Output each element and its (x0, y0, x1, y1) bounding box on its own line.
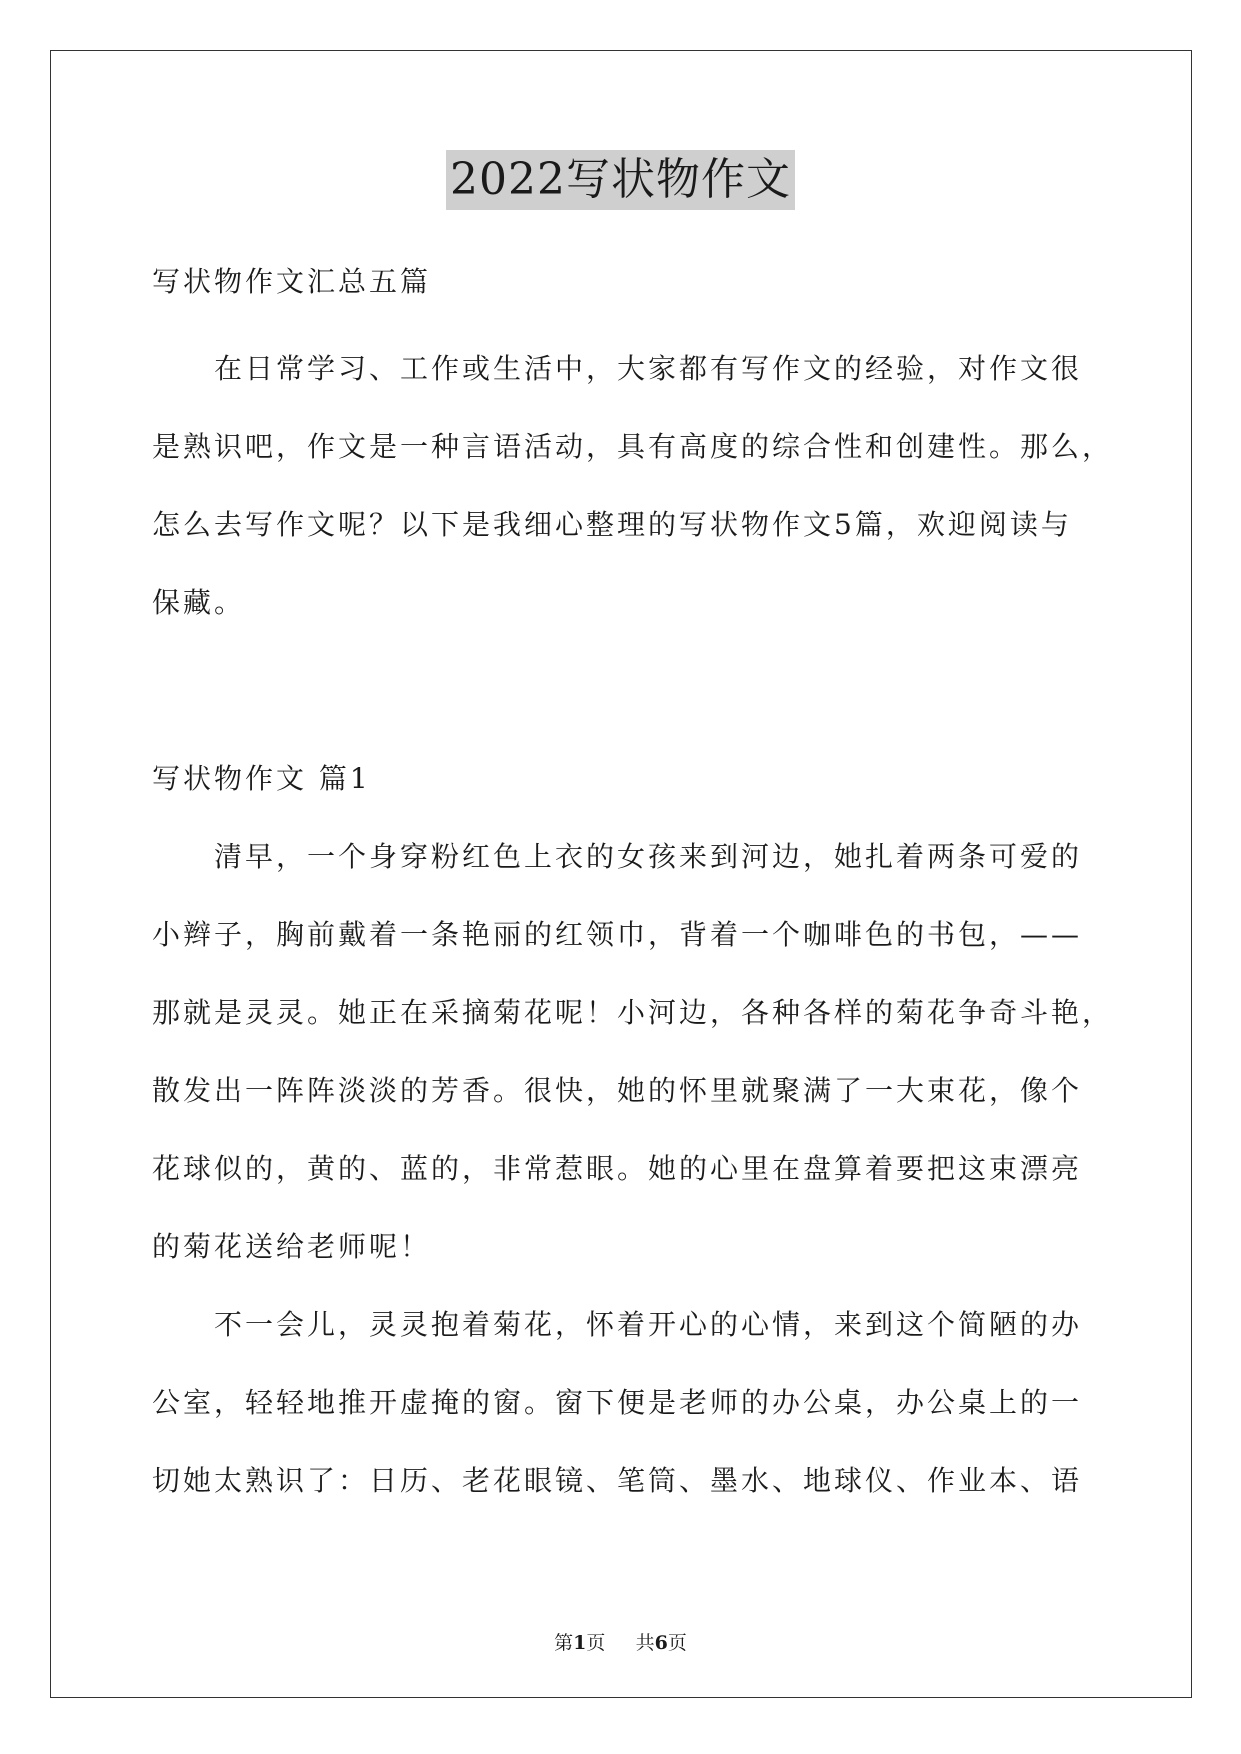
paragraph-line: 切她太熟识了：日历、老花眼镜、笔筒、墨水、地球仪、作业本、语 (152, 1464, 1083, 1497)
footer-prefix: 第 (554, 1632, 574, 1654)
paragraph-1 (152, 818, 1114, 1286)
document-subtitle: 写状物作文汇总五篇 (152, 265, 432, 298)
paragraph-2 (152, 1286, 1092, 1520)
page-footer (0, 1628, 1241, 1655)
subtitle-block (152, 243, 1092, 321)
intro-line: 是熟识吧，作文是一种言语活动，具有高度的综合性和创建性。那么， (152, 430, 1114, 463)
paragraph-line: 不一会儿，灵灵抱着菊花，怀着开心的心情，来到这个简陋的办 (214, 1308, 1083, 1341)
footer-page-word: 页 (586, 1632, 606, 1654)
intro-line: 怎么去写作文呢？以下是我细心整理的写状物作文5篇，欢迎阅读与 (152, 508, 1072, 541)
footer-total-suffix: 页 (667, 1632, 687, 1654)
paragraph-line: 那就是灵灵。她正在采摘菊花呢！小河边，各种各样的菊花争奇斗艳， (152, 996, 1114, 1029)
paragraph-line: 清早，一个身穿粉红色上衣的女孩来到河边，她扎着两条可爱的 (214, 840, 1083, 873)
section-heading: 写状物作文 篇1 (152, 762, 371, 795)
paragraph-line: 花球似的，黄的、蓝的，非常惹眼。她的心里在盘算着要把这束漂亮 (152, 1152, 1083, 1185)
title-wrap (0, 150, 1241, 210)
footer-total-prefix: 共 (635, 1632, 655, 1654)
paragraph-line: 散发出一阵阵淡淡的芳香。很快，她的怀里就聚满了一大束花，像个 (152, 1074, 1083, 1107)
paragraph-line: 小辫子，胸前戴着一条艳丽的红领巾，背着一个咖啡色的书包，—— (152, 918, 1083, 951)
intro-line: 保藏。 (152, 586, 246, 619)
footer-current-page: 1 (573, 1632, 587, 1654)
intro-paragraph (152, 330, 1114, 642)
intro-line: 在日常学习、工作或生活中，大家都有写作文的经验，对作文很 (214, 352, 1083, 385)
paragraph-line: 公室，轻轻地推开虚掩的窗。窗下便是老师的办公桌，办公桌上的一 (152, 1386, 1083, 1419)
footer-total-pages: 6 (654, 1632, 668, 1654)
document-title: 2022写状物作文 (446, 150, 795, 210)
paragraph-line: 的菊花送给老师呢！ (152, 1230, 432, 1263)
